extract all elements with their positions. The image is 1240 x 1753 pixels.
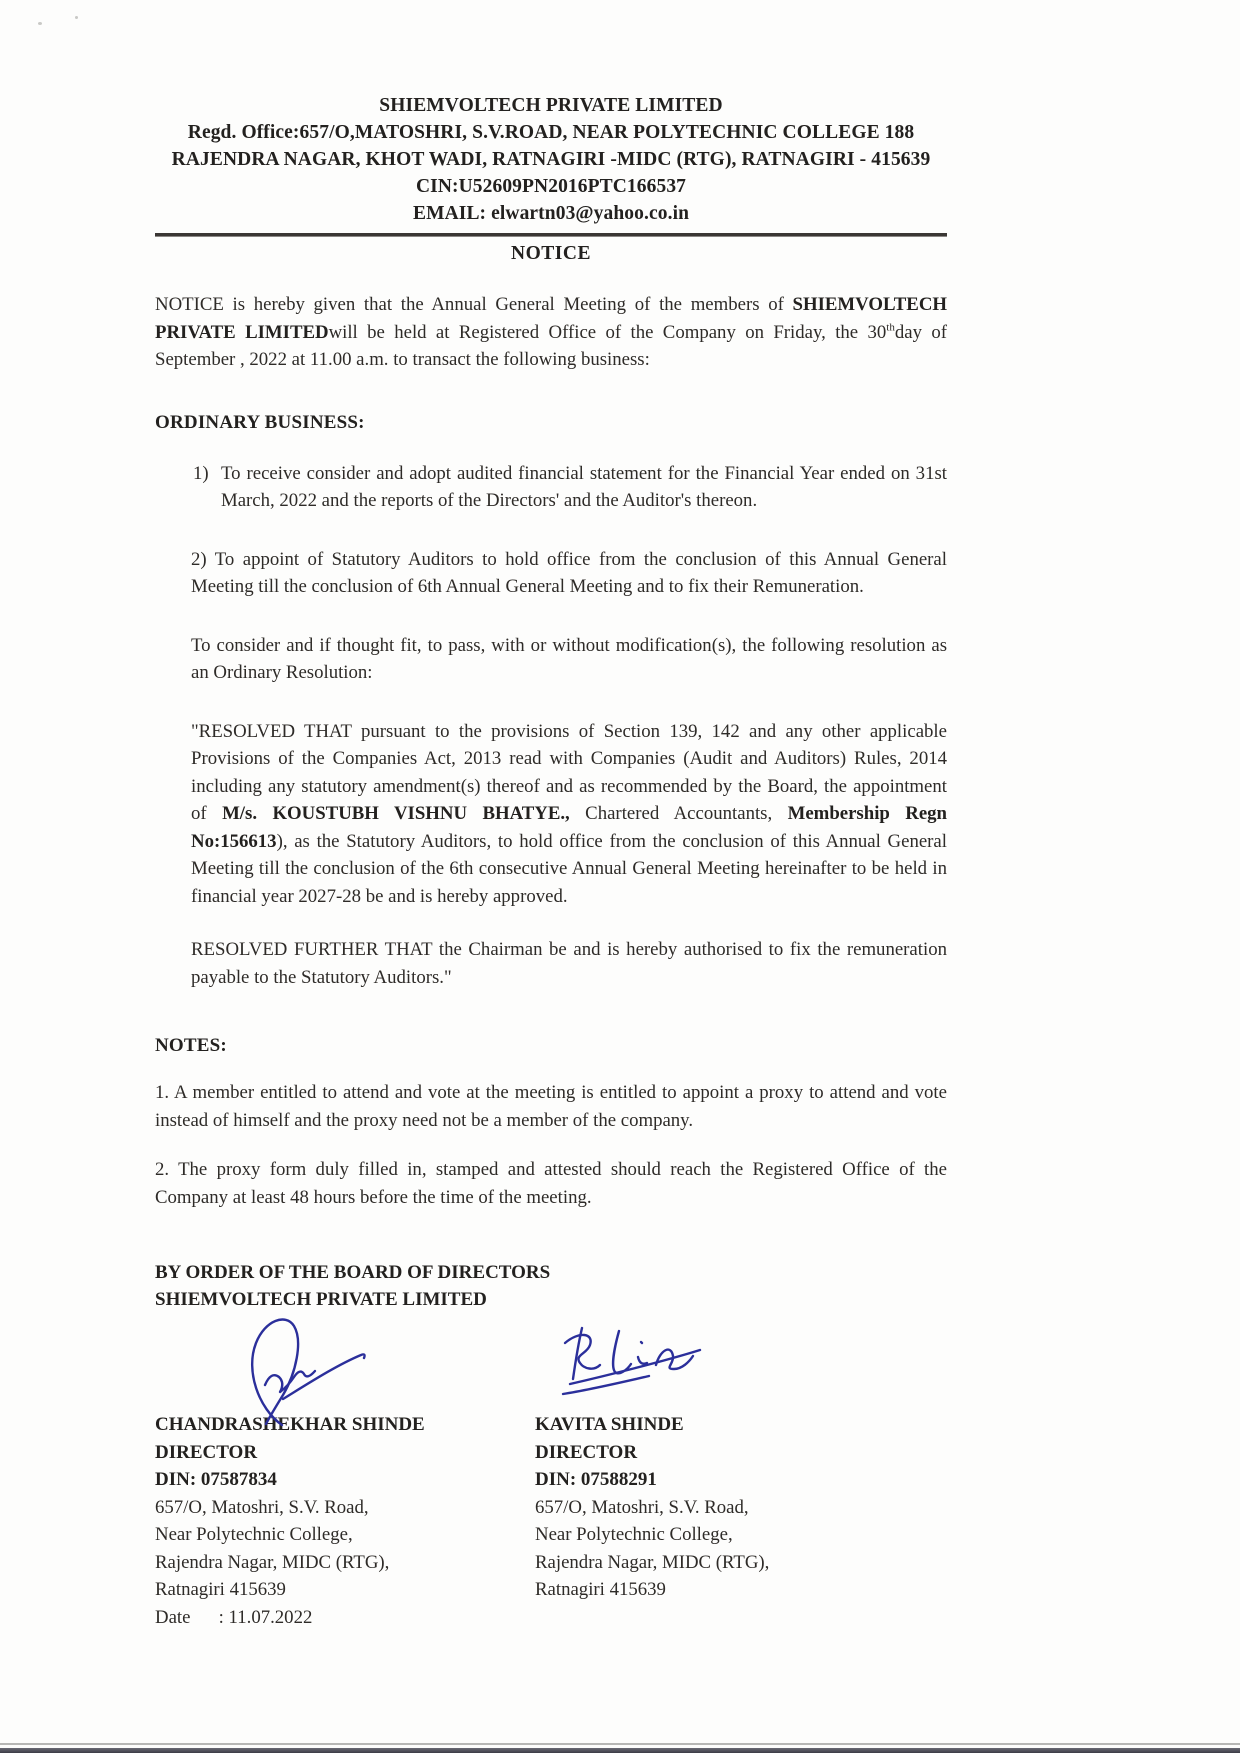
signature-kavita [553,1321,713,1403]
signer-din: DIN: 07588291 [535,1469,657,1490]
notes-heading: NOTES: [155,1035,227,1056]
consider-paragraph: To consider and if thought fit, to pass, with or without modification(s), the following resolution as an Ordinary Resolution: [191,634,947,683]
page-bottom-scan-line [0,1743,1240,1745]
signer-name: CHANDRASHEKHAR SHINDE [155,1414,425,1435]
note-1: 1. A member entitled to attend and vote at the meeting is entitled to appoint a proxy to attend and vote instead of himself and the proxy need not be a member of the company. [155,1082,947,1131]
date-line: Date : 11.07.2022 [155,1606,313,1628]
signature-chandrashekhar [225,1311,395,1429]
by-order-company: SHIEMVOLTECH PRIVATE LIMITED [155,1289,487,1310]
signer-address-line: Near Polytechnic College, [535,1524,733,1545]
agenda-item-1-marker: 1) [193,462,209,484]
header-divider [155,233,947,237]
address-line: RAJENDRA NAGAR, KHOT WADI, RATNAGIRI -MIDC (RTG), RATNAGIRI - 415639 [171,149,931,170]
email-line: EMAIL: elwartn03@yahoo.co.in [412,203,690,224]
signer-title: DIRECTOR [155,1441,258,1463]
scan-speck [38,22,42,25]
note-2: 2. The proxy form duly filled in, stamped and attested should reach the Registered Office of the Company at least 48 hours before the time of the meeting. [155,1159,947,1208]
signer-address-line: Rajendra Nagar, MIDC (RTG), [535,1551,770,1573]
signer-title: DIRECTOR [535,1441,638,1463]
resolved-further-paragraph: RESOLVED FURTHER THAT the Chairman be and is hereby authorised to fix the remuneration payable to the Statutory Auditors." [191,939,947,988]
signer-din: DIN: 07587834 [155,1469,277,1490]
signer-kavita [535,1411,947,1631]
scan-speck [75,16,78,19]
company-name: SHIEMVOLTECH PRIVATE LIMITED [379,95,723,116]
resolution-paragraph: "RESOLVED THAT pursuant to the provisions of Section 139, 142 and any other applicable Provisions of the Companies Act, 2013 read with Companies (Audit and Auditors) Rules, 2014 including any statutory amendment(s) thereof and as recommended by the Board, the appointment of M/s. KOUSTUBH VISHNU BHATYE., Chartered Accountants, Membership Regn No:156613), as the Statutory Auditors, to hold office from the conclusion of this Annual General Meeting till the conclusion of the 6th consecutive Annual General Meeting hereinafter to be held in financial year 2027-28 be and is hereby approved. [191,720,948,907]
intro-paragraph: NOTICE is hereby given that the Annual General Meeting of the members of SHIEMVOLTECH PRIVATE LIMITEDwill be held at Registered Office of the Company on Friday, the 30thday of September , 2022 at 11.00 a.m. to transact the following business: [155,294,947,370]
signer-row [155,1411,947,1631]
regd-office-line: Regd. Office:657/O,MATOSHRI, S.V.ROAD, NEAR POLYTECHNIC COLLEGE 188 [187,122,915,143]
signer-address-line: Rajendra Nagar, MIDC (RTG), [155,1551,390,1573]
signer-address-line: Ratnagiri 415639 [155,1579,286,1600]
page-bottom-edge [0,1748,1240,1753]
letterhead [155,92,947,227]
agenda-item-1-text: To receive consider and adopt audited financial statement for the Financial Year ended on 31st March, 2022 and the reports of the Directors' and the Auditor's thereon. [221,462,947,511]
ordinary-business-heading: ORDINARY BUSINESS: [155,411,365,433]
agenda-item-2-text: 2) To appoint of Statutory Auditors to hold office from the conclusion of this Annual General Meeting till the conclusion of 6th Annual General Meeting and to fix their Remuneration. [191,548,947,597]
signer-chandrashekhar [155,1411,535,1631]
signer-address-line: 657/O, Matoshri, S.V. Road, [535,1496,749,1518]
signer-name: KAVITA SHINDE [535,1414,684,1435]
cin-line: CIN:U52609PN2016PTC166537 [415,176,687,197]
agenda-item-1 [155,460,947,515]
signer-address-line: Near Polytechnic College, [155,1524,353,1545]
signer-address-line: Ratnagiri 415639 [535,1579,666,1600]
by-order-block [155,1259,947,1313]
notice-title: NOTICE [511,243,591,264]
by-order-line: BY ORDER OF THE BOARD OF DIRECTORS [155,1262,551,1283]
signer-address-line: 657/O, Matoshri, S.V. Road, [155,1496,369,1518]
signature-band [155,1315,947,1411]
